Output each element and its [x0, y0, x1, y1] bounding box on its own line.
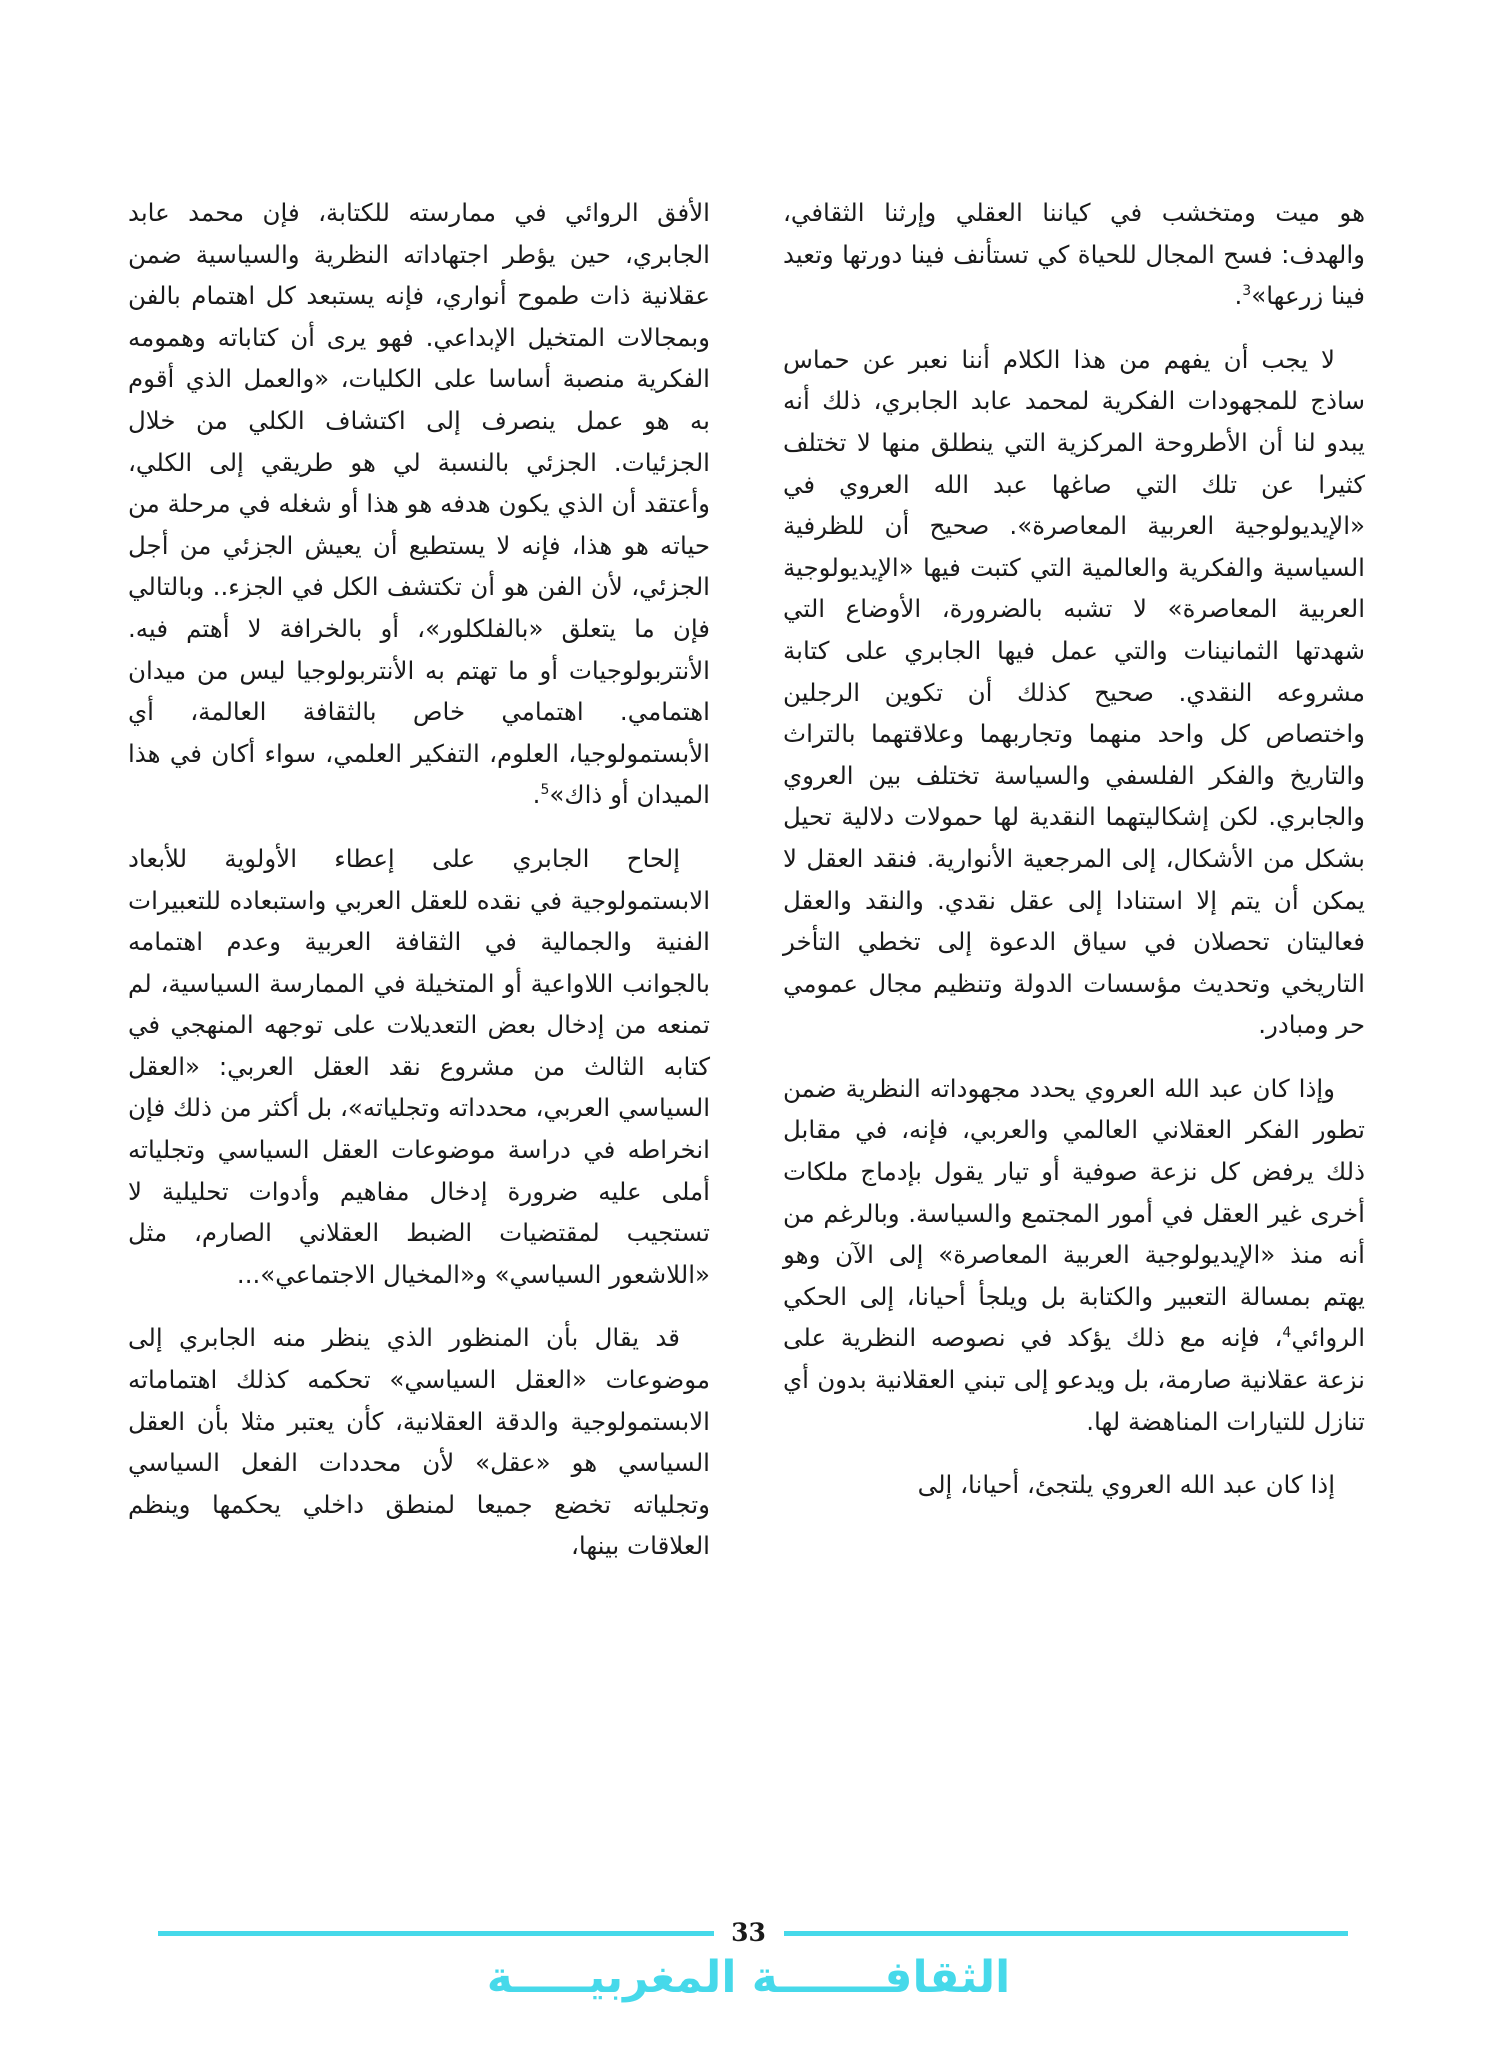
paragraph-text: هو ميت ومتخشب في كياننا العقلي وإرثنا الثقافي، والهدف: فسح المجال للحياة كي تستأنف فينا دورتها وتعيد فينا زرعها»	[783, 198, 1365, 311]
paragraph: إلحاح الجابري على إعطاء الأولوية للأبعاد الابستمولوجية في نقده للعقل العربي واستبعاده للتعبيرات الفنية والجمالية في الثقافة العربية وعدم اهتمامه بالجوانب اللاواعية أو المتخيلة في الممارسة السياسية، لم تمنعه من إدخال بعض التعديلات على توجهه المنهجي في كتابه الثالث من مشروع نقد العقل العربي: «العقل السياسي العربي، محدداته وتجلياته»، بل أكثر من ذلك فإن انخراطه في دراسة موضوعات العقل السياسي وتجلياته أملى عليه ضرورة إدخال مفاهيم وأدوات تحليلية لا تستجيب لمقتضيات الضبط العقلاني الصارم، مثل «اللاشعور السياسي» و«المخيال الاجتماعي»...	[128, 843, 710, 1289]
paragraph	[783, 192, 1365, 317]
paragraph: لا يجب أن يفهم من هذا الكلام أننا نعبر عن حماس ساذج للمجهودات الفكرية لمحمد عابد الجابري، ذلك أنه يبدو لنا أن الأطروحة المركزية التي ينطلق منها لا تختلف كثيرا عن تلك التي صاغها عبد الله العروي في «الإيديولوجية العربية المعاصرة». صحيح أن للظرفية السياسية والفكرية والعالمية التي كتبت فيها «الإيديولوجية العربية المعاصرة» لا تشبه بالضرورة، الأوضاع التي شهدتها الثمانينات والتي عمل فيها الجابري على كتابة مشروعه النقدي. صحيح كذلك أن تكوين الرجلين واختصاص كل واحد منهما وتجاربهما وعلاقتهما بالتراث والتاريخ والفكر الفلسفي والسياسة تختلف بين العروي والجابري. لكن إشكاليتهما النقدية لها حمولات دلالية تحيل بشكل من الأشكال، إلى المرجعية الأنوارية. فنقد العقل لا يمكن أن يتم إلا استنادا إلى عقل نقدي. والنقد والعقل فعاليتان تحصلان في سياق الدعوة إلى تخطي التأخر التاريخي وتحديث مؤسسات الدولة وتنظيم مجال عمومي حر ومبادر.	[783, 344, 1365, 1040]
paragraph-text: الأفق الروائي في ممارسته للكتابة، فإن محمد عابد الجابري، حين يؤطر اجتهاداته النظرية والسياسية ضمن عقلانية ذات طموح أنواري، فإنه يستبعد كل اهتمام بالفن وبمجالات المتخيل الإبداعي. فهو يرى أن كتاباته وهمومه الفكرية منصبة أساسا على الكليات، «والعمل الذي أقوم به هو عمل ينصرف إلى اكتشاف الكلي من خلال الجزئيات. الجزئي بالنسبة لي هو طريقي إلى الكلي، وأعتقد أن الذي يكون هدفه هو هذا أو شغله في مرحلة من حياته هو هذا، فإنه لا يستطيع أن يعيش الجزئي من أجل الجزئي، لأن الفن هو أن تكتشف الكل في الجزء.. وبالتالي فإن ما يتعلق «بالفلكلور»، أو بالخرافة لا أهتم فيه. الأنتربولوجيات أو ما تهتم به الأنتربولوجيا ليس من ميدان اهتمامي. اهتمامي خاص بالثقافة العالمة، أي الأبستمولوجيا، العلوم، التفكير العلمي، سواء أكان في هذا الميدان أو ذاك»	[128, 198, 710, 810]
footnote-ref: 5	[540, 782, 550, 799]
paragraph-end: .	[532, 780, 541, 810]
footnote-ref: 4	[1282, 1325, 1292, 1342]
paragraph-text: ، فإنه مع ذلك يؤكد في نصوصه النظرية على نزعة عقلانية صارمة، بل ويدعو إلى تبني العقلانية بدون أي تنازل للتيارات المناهضة لها.	[783, 1323, 1365, 1436]
paragraph-end: .	[1234, 281, 1243, 311]
paragraph	[128, 192, 710, 816]
paragraph-text: وإذا كان عبد الله العروي يحدد مجهوداته النظرية ضمن تطور الفكر العقلاني العالمي والعربي، فإنه، في مقابل ذلك يرفض كل نزعة صوفية أو تيار يقول بإدماج ملكات أخرى غير العقل في أمور المجتمع والسياسة. وبالرغم من أنه منذ «الإيديولوجية العربية المعاصرة» إلى الآن وهو يهتم بمسالة التعبير والكتابة بل ويلجأ أحيانا، إلى الحكي الروائي	[783, 1073, 1365, 1353]
magazine-title: الثقافـــــــة المغربيـــــة	[486, 1952, 1011, 2003]
paragraph: إذا كان عبد الله العروي يلتجئ، أحيانا، إلى	[917, 1470, 1335, 1500]
paragraph: قد يقال بأن المنظور الذي ينظر منه الجابري إلى موضوعات «العقل السياسي» تحكمه كذلك اهتماماته الابستمولوجية والدقة العقلانية، كأن يعتبر مثلا بأن العقل السياسي هو «عقل» لأن محددات الفعل السياسي وتجلياته تخضع جميعا لمنطق داخلي يحكمها وينظم العلاقات بينها،	[128, 1323, 710, 1561]
page-number: 33	[731, 1918, 766, 1947]
footnote-ref: 3	[1242, 283, 1252, 300]
paragraph	[783, 1068, 1365, 1442]
text-column-right	[783, 192, 1365, 1528]
text-column-left	[128, 192, 710, 1589]
